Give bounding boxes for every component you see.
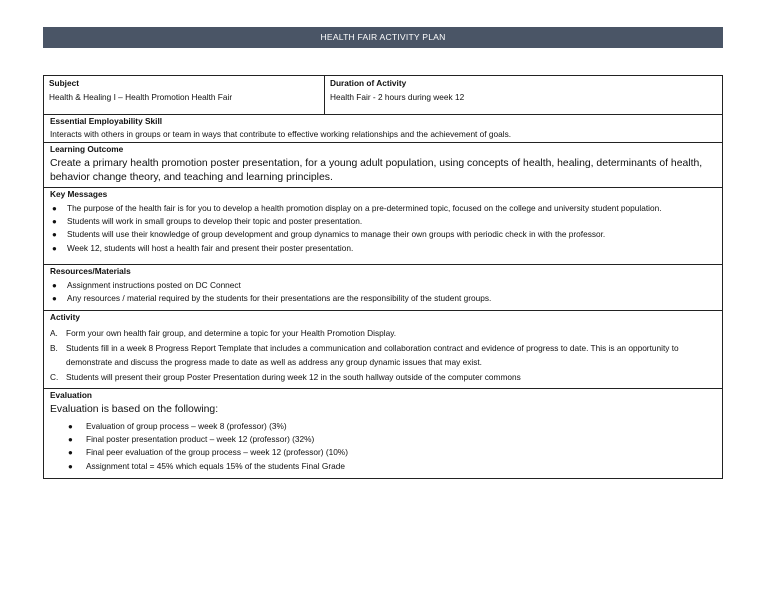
duration-cell — [325, 76, 722, 114]
key-messages-row — [44, 187, 722, 264]
resources-label: Resources/Materials — [50, 265, 131, 276]
bullet-icon: ● — [52, 243, 57, 253]
list-item: A. Form your own health fair group, and determine a topic for your Health Promotion Display. — [50, 328, 397, 339]
bullet-icon: ● — [52, 280, 57, 290]
list-item: ● Final peer evaluation of the group process – week 12 (professor) (10%) — [50, 446, 716, 459]
activity-plan-table — [43, 75, 723, 479]
list-item: ● Assignment total = 45% which equals 15% of the students Final Grade — [50, 460, 716, 473]
bullet-icon: ● — [52, 204, 57, 213]
subject-duration-row — [44, 76, 722, 114]
evaluation-row — [44, 388, 722, 478]
outcome-value: Create a primary health promotion poster presentation, for a young adult population, using concepts of health, healing, determinants of health, behavior change theory, and teaching and learning principles. — [50, 158, 703, 183]
evaluation-label: Evaluation — [50, 390, 92, 401]
bullet-icon: ● — [68, 422, 73, 432]
employability-skill-row — [44, 114, 722, 143]
list-item: C. Students will present their group Poster Presentation during week 12 in the south hallway outside of the computer commons — [50, 371, 521, 382]
document-title: HEALTH FAIR ACTIVITY PLAN — [320, 32, 446, 42]
list-item: ● Students will use their knowledge of group development and group dynamics to manage their own groups with periodic check in with the professor. — [50, 228, 716, 241]
activity-label: Activity — [50, 312, 80, 323]
bullet-icon: ● — [52, 294, 57, 304]
list-item: ● The purpose of the health fair is for you to develop a health promotion display on a pre-determined topic, focused on the college and university student population. — [50, 202, 716, 215]
subject-cell — [44, 76, 325, 114]
list-item: ● Students will work in small groups to develop their topic and poster presentation. — [50, 215, 716, 228]
list-item: B. Students fill in a week 8 Progress Report Template that includes a communication and collaboration contract and evidence of progress to date. This is an opportunity to demonstrate and discuss the progress made to date as well as address any group dynamic issues that may exist. — [50, 343, 679, 367]
bullet-icon: ● — [68, 461, 73, 471]
key-messages-label: Key Messages — [50, 189, 108, 199]
evaluation-intro: Evaluation is based on the following: — [50, 404, 219, 416]
learning-outcome-row — [44, 142, 722, 187]
resources-row — [44, 264, 722, 310]
bullet-icon: ● — [52, 230, 57, 240]
bullet-icon: ● — [68, 435, 73, 445]
document-title-banner — [43, 27, 723, 48]
duration-label: Duration of Activity — [330, 78, 407, 88]
bullet-icon: ● — [52, 217, 57, 227]
activity-row — [44, 310, 722, 388]
list-item: ● Week 12, students will host a health fair and present their poster presentation. — [50, 242, 716, 255]
skill-label: Essential Employability Skill — [50, 115, 163, 126]
list-item: ● Evaluation of group process – week 8 (professor) (3%) — [50, 420, 716, 433]
skill-value: Interacts with others in groups or team in ways that contribute to effective working relationships and the achievement of goals. — [50, 128, 512, 139]
list-item: ● Final poster presentation product – week 12 (professor) (32%) — [50, 433, 716, 446]
outcome-label: Learning Outcome — [50, 144, 124, 154]
subject-label: Subject — [49, 78, 79, 88]
list-item: ● Any resources / material required by the students for their presentations are the responsibility of the student groups. — [50, 292, 716, 305]
list-item: ● Assignment instructions posted on DC Connect — [50, 279, 716, 292]
bullet-icon: ● — [68, 448, 73, 458]
subject-value: Health & Healing I – Health Promotion Health Fair — [49, 92, 233, 102]
duration-value: Health Fair - 2 hours during week 12 — [330, 92, 465, 102]
